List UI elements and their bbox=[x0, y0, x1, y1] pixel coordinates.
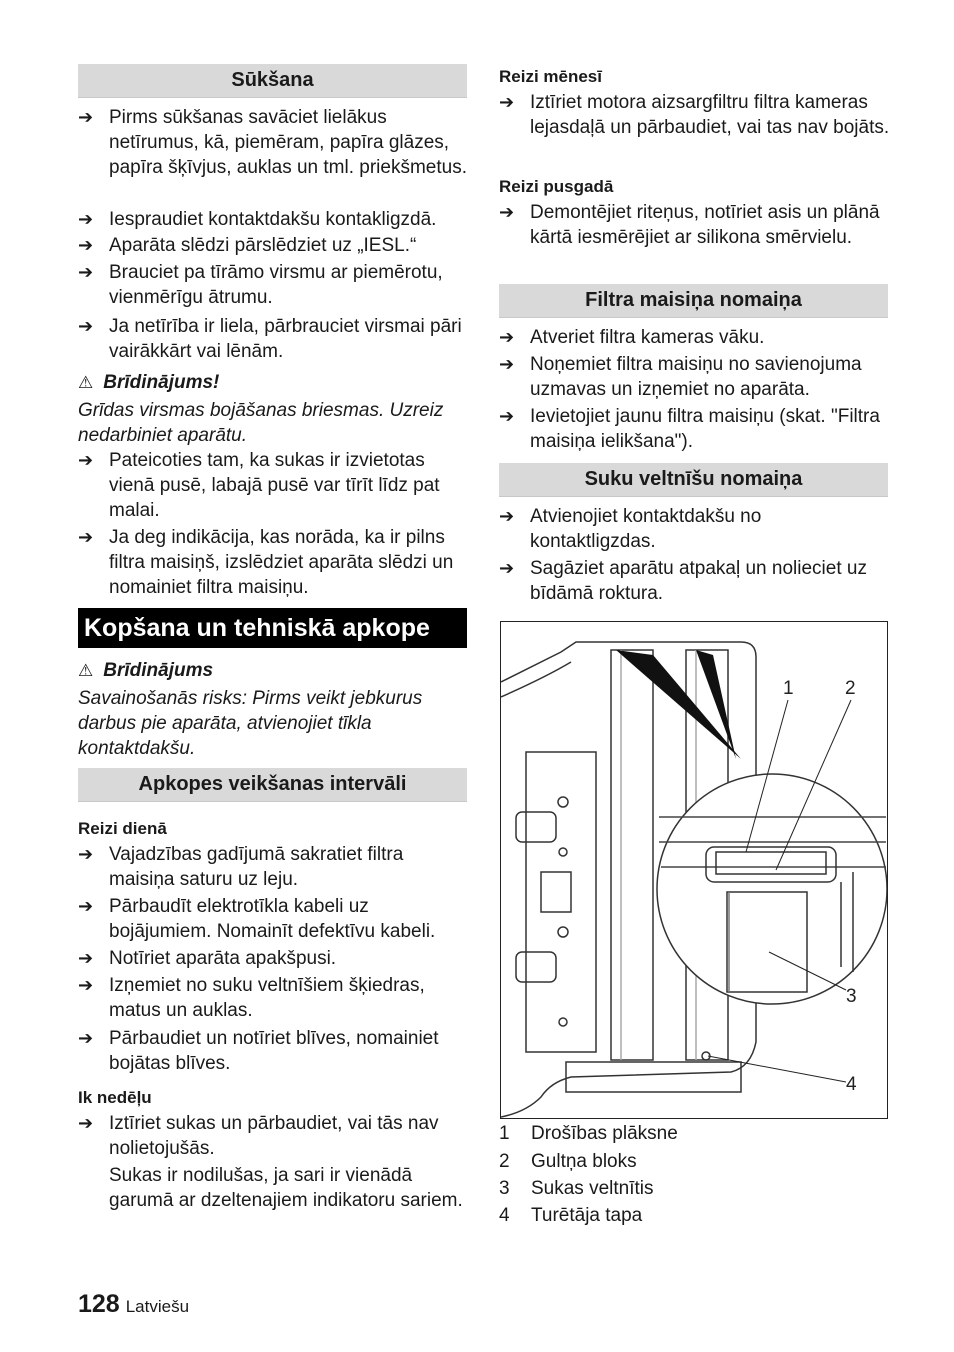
arrow-right-icon: ➔ bbox=[78, 948, 94, 969]
list-item: ➔ Aparāta slēdzi pārslēdziet uz „IESL.“ bbox=[78, 235, 417, 256]
list-item: ➔ Izņemiet no suku veltnīšiem šķiedras, matus un auklas. bbox=[78, 975, 425, 1021]
list-item: ➔ Iespraudiet kontaktdakšu kontakligzdā. bbox=[78, 209, 437, 230]
callout-3: 3 bbox=[846, 986, 857, 1007]
list-item: ➔ Brauciet pa tīrāmo virsmu ar piemērotu, vienmērīgu ātrumu. bbox=[78, 262, 443, 308]
arrow-right-icon: ➔ bbox=[78, 262, 94, 283]
page-footer bbox=[78, 1290, 189, 1319]
list-item: ➔ Noņemiet filtra maisiņu no savienojuma uzmavas un izņemiet no aparāta. bbox=[499, 354, 862, 400]
arrow-right-icon: ➔ bbox=[78, 527, 94, 548]
list-item: ➔ Atvienojiet kontaktdakšu no kontaktligzdas. bbox=[499, 506, 762, 552]
arrow-right-icon: ➔ bbox=[499, 558, 515, 579]
section-heading-brush: Suku veltnīšu nomaiņa bbox=[499, 463, 888, 497]
callout-4: 4 bbox=[846, 1074, 857, 1095]
legend-item: 2 Gultņa bloks bbox=[499, 1151, 637, 1172]
list-item: ➔ Atveriet filtra kameras vāku. bbox=[499, 327, 765, 348]
page-number: 128 bbox=[78, 1290, 120, 1318]
arrow-right-icon: ➔ bbox=[78, 844, 94, 865]
callout-1: 1 bbox=[783, 678, 794, 699]
section-heading-intervals: Apkopes veikšanas intervāli bbox=[78, 768, 467, 802]
list-item: ➔ Ja netīrība ir liela, pārbrauciet virsmai pāri vairākkārt vai lēnām. bbox=[78, 316, 462, 362]
footer-language: Latviešu bbox=[125, 1297, 190, 1316]
arrow-right-icon: ➔ bbox=[499, 406, 515, 427]
arrow-right-icon: ➔ bbox=[78, 1113, 94, 1134]
legend-item: 4 Turētāja tapa bbox=[499, 1205, 643, 1226]
callout-2: 2 bbox=[845, 678, 856, 699]
legend-item: 1 Drošības plāksne bbox=[499, 1123, 678, 1144]
warning-triangle-icon: ⚠ bbox=[78, 373, 94, 393]
subheading-halfyear: Reizi pusgadā bbox=[499, 177, 614, 196]
arrow-right-icon: ➔ bbox=[499, 202, 515, 223]
arrow-right-icon: ➔ bbox=[78, 316, 94, 337]
arrow-right-icon: ➔ bbox=[78, 1028, 94, 1049]
section-heading-filter: Filtra maisiņa nomaiņa bbox=[499, 284, 888, 318]
chapter-heading: Kopšana un tehniskā apkope bbox=[78, 608, 467, 648]
arrow-right-icon: ➔ bbox=[78, 209, 94, 230]
list-item: ➔ Notīriet aparāta apakšpusi. bbox=[78, 948, 337, 969]
list-item: ➔ Ja deg indikācija, kas norāda, ka ir pilns filtra maisiņš, izslēdziet aparāta slēdzi un nomainiet filtra maisiņu. bbox=[78, 527, 454, 598]
arrow-right-icon: ➔ bbox=[78, 450, 94, 471]
warning-heading: ⚠ Brīdinājums! bbox=[78, 372, 220, 393]
warning-triangle-icon: ⚠ bbox=[78, 661, 94, 681]
section-heading-suksana: Sūkšana bbox=[78, 64, 467, 98]
arrow-right-icon: ➔ bbox=[499, 354, 515, 375]
arrow-right-icon: ➔ bbox=[499, 506, 515, 527]
list-item: ➔ Demontējiet riteņus, notīriet asis un plānā kārtā iesmērējiet ar silikona smērvielu. bbox=[499, 202, 880, 248]
list-item: ➔ Vajadzības gadījumā sakratiet filtra maisiņa saturu uz leju. bbox=[78, 844, 404, 890]
list-item: ➔ Pateicoties tam, ka sukas ir izvietotas vienā pusē, labajā pusē var tīrīt līdz pat malai. bbox=[78, 450, 440, 521]
list-item: ➔ Pārbaudiet un notīriet blīves, nomainiet bojātas blīves. bbox=[78, 1028, 439, 1074]
subheading-monthly: Reizi mēnesī bbox=[499, 67, 602, 86]
warning-text: Grīdas virsmas bojāšanas briesmas. Uzreiz nedarbiniet aparātu. bbox=[78, 400, 444, 446]
arrow-right-icon: ➔ bbox=[78, 975, 94, 996]
list-item: ➔ Ievietojiet jaunu filtra maisiņu (skat. "Filtra maisiņa ielikšana"). bbox=[499, 406, 880, 452]
list-item: ➔ Iztīriet sukas un pārbaudiet, vai tās nav nolietojušās. bbox=[78, 1113, 439, 1159]
arrow-right-icon: ➔ bbox=[499, 327, 515, 348]
arrow-right-icon: ➔ bbox=[499, 92, 515, 113]
warning-text: Savainošanās risks: Pirms veikt jebkurus darbus pie aparāta, atvienojiet tīkla kontaktdakšu. bbox=[78, 688, 423, 759]
arrow-right-icon: ➔ bbox=[78, 235, 94, 256]
technical-drawing bbox=[501, 622, 888, 1119]
arrow-right-icon: ➔ bbox=[78, 107, 94, 128]
subheading-daily: Reizi dienā bbox=[78, 819, 167, 838]
subheading-weekly: Ik nedēļu bbox=[78, 1088, 152, 1107]
brush-roller-figure bbox=[500, 621, 888, 1119]
list-item: ➔ Pārbaudīt elektrotīkla kabeli uz bojājumiem. Nomainīt defektīvu kabeli. bbox=[78, 896, 436, 942]
arrow-right-icon: ➔ bbox=[78, 896, 94, 917]
list-item: ➔ Pirms sūkšanas savāciet lielākus netīrumus, kā, piemēram, papīra glāzes, papīra šķīvjus, auklas un tml. priekšmetus. bbox=[78, 107, 467, 178]
list-item: ➔ Sagāziet aparātu atpakaļ un nolieciet uz bīdāmā roktura. bbox=[499, 558, 867, 604]
legend-item: 3 Sukas veltnītis bbox=[499, 1178, 654, 1199]
weekly-note: Sukas ir nodilušas, ja sari ir vienādā garumā ar dzeltenajiem indikatoru sariem. bbox=[109, 1165, 463, 1211]
warning-heading: ⚠ Brīdinājums bbox=[78, 660, 214, 681]
list-item: ➔ Iztīriet motora aizsargfiltru filtra kameras lejasdaļā un pārbaudiet, vai tas nav bojāts. bbox=[499, 92, 890, 138]
